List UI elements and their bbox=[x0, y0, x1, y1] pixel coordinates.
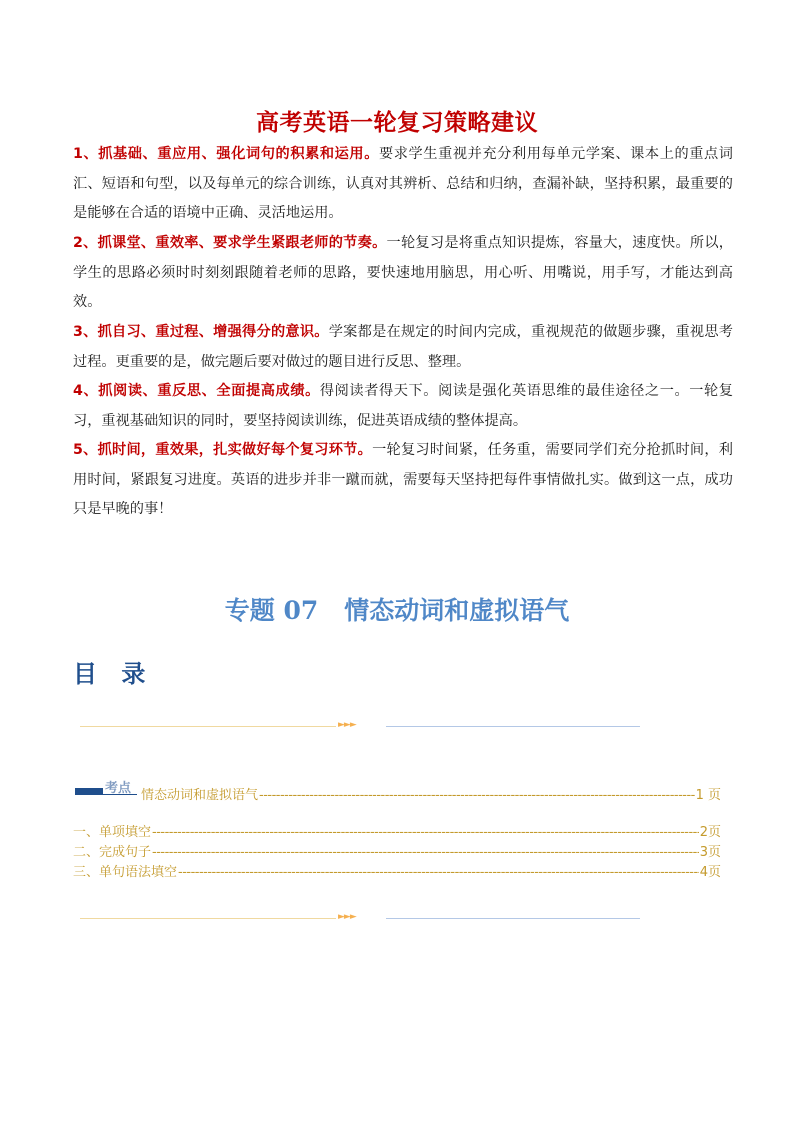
strategy-lead: 4、抓阅读、重反思、全面提高成绩。 bbox=[73, 383, 320, 399]
toc-entry[interactable] bbox=[73, 841, 721, 860]
arrow-right-icon: ►►► bbox=[338, 912, 356, 922]
kaodian-badge bbox=[75, 778, 137, 796]
strategy-body: 学案都是在规定的时间内完成，重视规范的做题步骤，重视思考过程。更重要的是，做完题后要对做过的题目进行反思、整理。 bbox=[73, 324, 733, 370]
strategy-paragraph-5 bbox=[73, 436, 733, 525]
toc-divider-bottom bbox=[80, 912, 640, 924]
strategy-paragraph-2 bbox=[73, 229, 733, 318]
toc-entry[interactable] bbox=[141, 784, 721, 803]
toc-entry[interactable] bbox=[73, 821, 721, 840]
toc-divider-top bbox=[80, 720, 640, 732]
toc-entry-label: 情态动词和虚拟语气 bbox=[141, 788, 259, 803]
toc-entry-label: 二、完成句子 bbox=[73, 845, 152, 860]
topic-name: 情态动词和虚拟语气 bbox=[344, 596, 570, 625]
toc-leader-dots bbox=[152, 825, 699, 840]
toc-entry-label: 三、单句语法填空 bbox=[73, 865, 178, 880]
toc-heading: 目 录 bbox=[73, 660, 154, 688]
kaodian-label: 考点 bbox=[105, 781, 132, 796]
strategy-lead: 5、抓时间，重效果，扎实做好每个复习环节。 bbox=[73, 442, 373, 458]
arrow-right-icon: ►►► bbox=[338, 720, 356, 730]
toc-entry-page: 2页 bbox=[699, 825, 721, 840]
page-title: 高考英语一轮复习策略建议 bbox=[256, 110, 538, 136]
toc-entry[interactable] bbox=[73, 861, 721, 880]
strategy-paragraph-4 bbox=[73, 377, 733, 436]
toc-entry-page: 4页 bbox=[699, 865, 721, 880]
topic-number: 专题 07 bbox=[224, 596, 319, 625]
toc-leader-dots bbox=[178, 865, 699, 880]
topic-heading bbox=[0, 591, 794, 627]
strategy-lead: 2、抓课堂、重效率、要求学生紧跟老师的节奏。 bbox=[73, 235, 387, 251]
toc-entry-page: 3页 bbox=[699, 845, 721, 860]
strategy-lead: 3、抓自习、重过程、增强得分的意识。 bbox=[73, 324, 329, 340]
toc-leader-dots bbox=[259, 788, 695, 803]
strategy-body: 一轮复习时间紧，任务重，需要同学们充分抢抓时间，利用时间，紧跟复习进度。英语的进步并非一蹴而就，需要每天坚持把每件事情做扎实。做到这一点，成功只是早晚的事！ bbox=[73, 442, 733, 517]
strategy-body: 要求学生重视并充分利用每单元学案、课本上的重点词汇、短语和句型，以及每单元的综合训练，认真对其辨析、总结和归纳，查漏补缺，坚持积累，最重要的是能够在合适的语境中正确、灵活地运用。 bbox=[73, 146, 733, 221]
strategy-body: 得阅读者得天下。阅读是强化英语思维的最佳途径之一。一轮复习，重视基础知识的同时，要坚持阅读训练，促进英语成绩的整体提高。 bbox=[73, 383, 733, 429]
strategy-body: 一轮复习是将重点知识提炼，容量大，速度快。所以，学生的思路必须时时刻刻跟随着老师的思路，要快速地用脑思，用心听、用嘴说，用手写，才能达到高效。 bbox=[73, 235, 733, 310]
strategy-paragraph-1 bbox=[73, 140, 733, 229]
strategy-paragraph-3 bbox=[73, 318, 733, 377]
toc-entry-label: 一、单项填空 bbox=[73, 825, 152, 840]
strategy-lead: 1、抓基础、重应用、强化词句的积累和运用。 bbox=[73, 146, 379, 162]
toc-leader-dots bbox=[152, 845, 699, 860]
toc-entry-page: 1 页 bbox=[695, 788, 721, 803]
